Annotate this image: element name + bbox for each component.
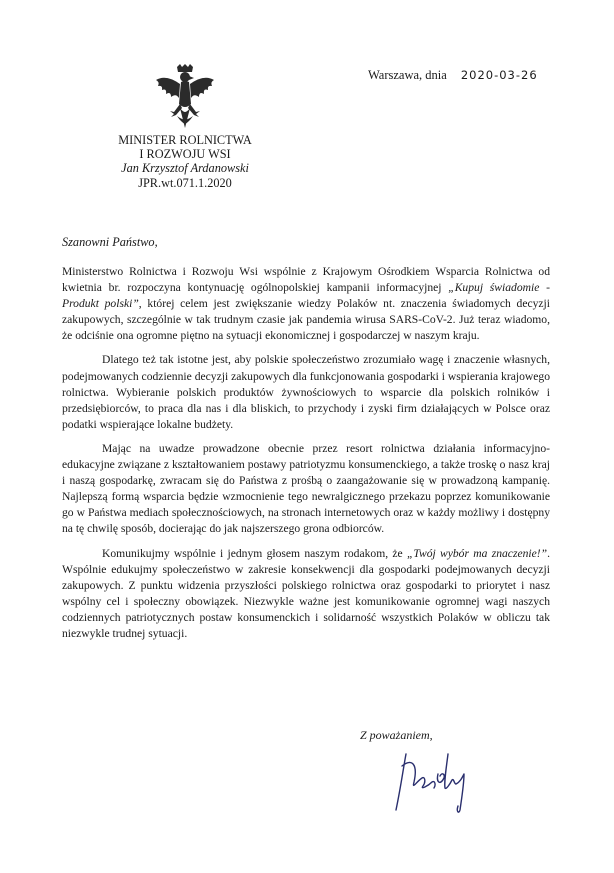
paragraph-4-text-b: . Wspólnie edukujmy społeczeństwo w zakresie konsekwencji dla gospodarki podejmowanych decyzji zakupowych. Z punktu widzenia przyszłości polskiego rolnictwa oraz gospodarki to priorytet i nasz wspólny cel i społeczny obowiązek. Niezwykle ważne jest komunikowanie ogromnej wagi naszych codziennych patriotycznych postaw konsumenckich i solidarność wszystkich Polaków w obliczu tak niezwykle trudnej sytuacji.: [62, 546, 550, 640]
paragraph-1: [62, 264, 550, 344]
polish-eagle-emblem-icon: [154, 64, 216, 128]
sender-title-line1: MINISTER ROLNICTWA: [118, 133, 252, 147]
letter-body: [62, 264, 550, 650]
closing: Z poważaniem,: [360, 728, 433, 742]
paragraph-4: [62, 546, 550, 643]
handwritten-signature: [392, 752, 478, 814]
sender-title-line2: I ROZWOJU WSI: [139, 147, 231, 162]
place-label: Warszawa, dnia: [368, 68, 447, 82]
place-and-date: [368, 68, 538, 83]
salutation: Szanowni Państwo,: [62, 235, 158, 249]
paragraph-1-text-b: , której celem jest zwiększanie wiedzy Polaków nt. znaczenia świadomych decyzji zakupowych, szczególnie w tak trudnym czasie jak pandemia wirusa SARS-CoV-2. Już teraz wiadomo, że odciśnie ona ogromne piętno na sytuacji ekonomicznej i gospodarczej w naszym kraju.: [62, 297, 550, 343]
campaign-slogan: „Twój wybór ma znaczenie!”: [406, 546, 548, 560]
campaign-name: „Kupuj świadomie - Produkt polski”: [62, 281, 550, 311]
reference-number: JPR.wt.071.1.2020: [138, 175, 232, 190]
sender-header: [105, 133, 265, 190]
paragraph-3: Mając na uwadze prowadzone obecnie przez resort rolnictwa działania informacyjno-edukacyjne związane z kształtowaniem postawy patriotyzmu konsumenckiego, a także troskę o nasz kraj i naszą gospodarkę, zwracam się do Państwa z prośbą o zaangażowanie się w prowadzoną kampanię. Najlepszą formą wsparcia będzie wzmocnienie tego newralgicznego przekazu poprzez komunikowanie go w Państwa mediach społecznościowych, na stronach internetowych oraz w każdy możliwy i dostępny na tę chwilę sposób, docierając do jak najszerszego grona odbiorców.: [62, 441, 550, 536]
paragraph-1-text-a: Ministerstwo Rolnictwa i Rozwoju Wsi wspólnie z Krajowym Ośrodkiem Wsparcia Rolnictwa od kwietnia br. rozpoczyna kontynuację ogólnopolskiej kampanii informacyjnej: [62, 265, 550, 295]
paragraph-2: Dlatego też tak istotne jest, aby polskie społeczeństwo zrozumiało wagę i znaczenie własnych, podejmowanych codziennie decyzji zakupowych dla funkcjonowania gospodarki i wspierania krajowego rolnictwa. Wybieranie polskich produktów żywnościowych to wsparcie dla polskich rolników i przedsiębiorców, to praca dla nas i dla bliskich, to przychody i zyski firm działających w Polsce oraz podatki wspierające lokalne budżety.: [62, 353, 550, 431]
sender-name: Jan Krzysztof Ardanowski: [121, 161, 249, 176]
letter-date: 2020-03-26: [460, 68, 538, 82]
paragraph-4-text-a: Komunikujmy wspólnie i jednym głosem naszym rodakom, że: [102, 546, 407, 560]
